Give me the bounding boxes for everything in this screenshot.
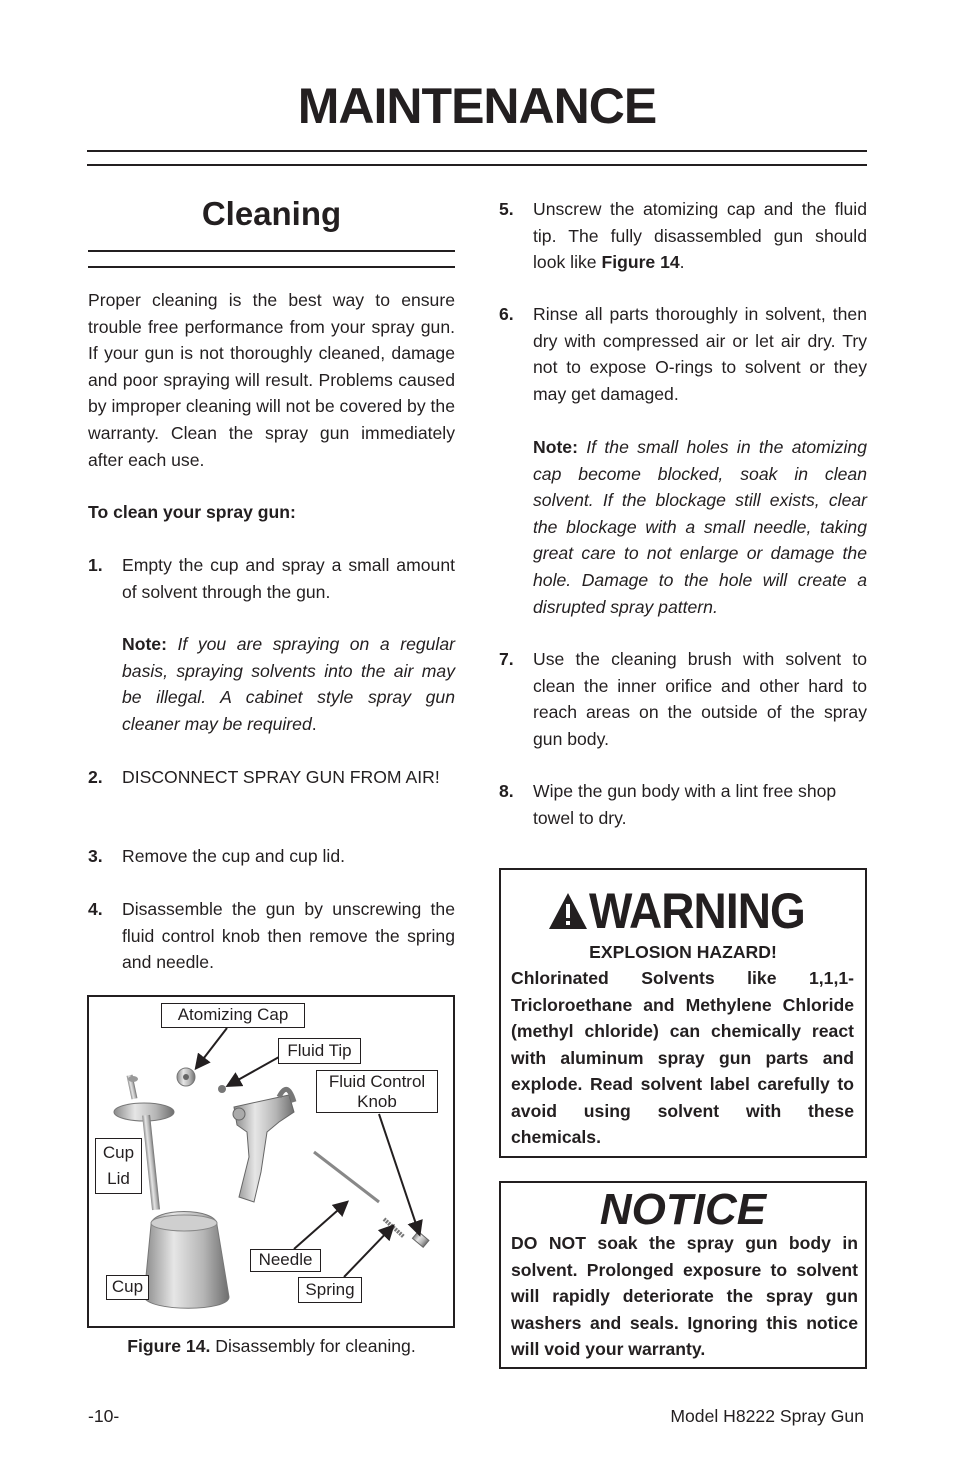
step-text-part: Unscrew the atomizing cap and the fluid tip. The fully disassembled gun should look like [533, 199, 867, 273]
intro-paragraph: Proper cleaning is the best way to ensure trouble free performance from your spray gun. If your gun is not thoroughly cleaned, damage and poor spraying will result. Problems caused by improper cleaning will not be covered by the warranty. Clean the spray gun immediately after each use. [88, 290, 455, 470]
page-title: MAINTENANCE [297, 78, 657, 134]
step-number: 2. [88, 767, 103, 787]
step-2 [88, 764, 455, 824]
step-3 [88, 843, 455, 873]
figure-caption [88, 1335, 455, 1357]
label-fluid-control-knob [316, 1070, 438, 1113]
step-number: 4. [88, 899, 103, 919]
figure-reference: Figure 14 [601, 252, 680, 273]
step-text: Empty the cup and spray a small amount of solvent through the gun. [122, 555, 455, 602]
caption-label: Figure 14. [127, 1336, 211, 1356]
warning-title: WARNING [589, 883, 805, 939]
step-text: DISCONNECT SPRAY GUN FROM AIR! [122, 767, 440, 787]
cup-part [144, 1212, 229, 1309]
warning-box [499, 868, 867, 1158]
step-number: 3. [88, 846, 103, 866]
atomizing-cap-part [177, 1068, 195, 1086]
label-cup-lid [95, 1138, 142, 1194]
notice-text: DO NOT soak the spray gun body in solvent. Prolonged exposure to solvent will rapidly deteriorate the spray gun washers and seals. Ignoring this notice will void your warranty. [511, 1233, 858, 1359]
step-text: Wipe the gun body with a lint free shop towel to dry. [533, 781, 837, 828]
step-text [533, 196, 867, 276]
page-number: -10- [88, 1406, 120, 1426]
hazard-heading: EXPLOSION HAZARD! [589, 942, 777, 962]
note-text: If the small holes in the atomizing cap become blocked, soak in clean solvent. If the blockage still exists, clear the blockage with a small needle, taking great care to not enlarge or damage the hole. Damage to the hole will create a disrupted spray pattern. [533, 437, 867, 617]
label-line: Knob [357, 1092, 397, 1111]
figure-14 [87, 995, 455, 1328]
needle-arrow [294, 1203, 346, 1249]
label-line: Lid [107, 1169, 130, 1188]
step-number: 1. [88, 555, 103, 575]
label-spring: Spring [298, 1277, 362, 1303]
step-8 [499, 778, 867, 834]
step-5 [499, 196, 867, 280]
needle-part [314, 1152, 379, 1202]
step-text: Use the cleaning brush with solvent to clean the inner orifice and other hard to reach areas on the outside of the spray gun body. [533, 649, 867, 749]
model-footer: Model H8222 Spray Gun [670, 1406, 864, 1426]
title-rule-bottom [87, 164, 867, 166]
warning-text: Chlorinated Solvents like 1,1,1-Tricloroethane and Methylene Chloride (methyl chloride) can chemically react with aluminum spray gun parts and explode. Read solvent label carefully to avoid using solvent with these chemicals. [511, 968, 854, 1147]
note-text: If you are spraying on a regular basis, spraying solvents into the air may be illegal. A cabinet style spray gun cleaner may be required [122, 634, 455, 734]
step-4 [88, 896, 455, 980]
atomizing-cap-arrow [197, 1028, 227, 1067]
step-number: 8. [499, 781, 514, 801]
title-rule-top [87, 150, 867, 152]
section-title: Cleaning [201, 195, 342, 232]
caption-text: Disassembly for cleaning. [210, 1336, 416, 1356]
step-6 [499, 301, 867, 411]
notice-box [499, 1181, 867, 1369]
spring-arrow [344, 1227, 392, 1277]
label-atomizing-cap: Atomizing Cap [161, 1003, 305, 1028]
warning-banner [547, 883, 824, 939]
knob-arrow [379, 1114, 419, 1233]
knob-part [412, 1231, 429, 1247]
fluid-tip-part [218, 1085, 226, 1093]
step-number: 5. [499, 199, 514, 219]
label-line: Fluid Control [328, 1072, 426, 1091]
note-label: Note: [533, 437, 578, 457]
step-text-end: . [679, 252, 685, 273]
note-step-1 [122, 631, 455, 737]
section-rule-bottom [88, 266, 455, 268]
label-fluid-tip: Fluid Tip [278, 1038, 361, 1064]
step-text: Remove the cup and cup lid. [122, 846, 345, 866]
step-7 [499, 646, 867, 756]
gun-body-part [233, 1089, 294, 1202]
note-step-6 [533, 434, 867, 620]
step-text: Rinse all parts thoroughly in solvent, then dry with compressed air or let air dry. Try not to expose O-rings to solvent or they may get damaged. [533, 304, 867, 404]
note-end: . [311, 713, 317, 734]
section-rule-top [88, 250, 455, 252]
note-label: Note: [122, 634, 167, 654]
step-number: 7. [499, 649, 514, 669]
label-line: Cup [102, 1143, 135, 1162]
spring-part [384, 1219, 404, 1237]
step-number: 6. [499, 304, 514, 324]
subheading: To clean your spray gun: [88, 502, 296, 522]
step-text: Disassemble the gun by unscrewing the fluid control knob then remove the spring and needle. [122, 899, 455, 973]
warning-triangle-icon [547, 891, 589, 931]
label-needle: Needle [250, 1249, 321, 1272]
fluid-tip-arrow [229, 1057, 279, 1085]
step-1 [88, 552, 455, 612]
label-cup: Cup [106, 1275, 149, 1300]
notice-title: NOTICE [599, 1185, 767, 1234]
